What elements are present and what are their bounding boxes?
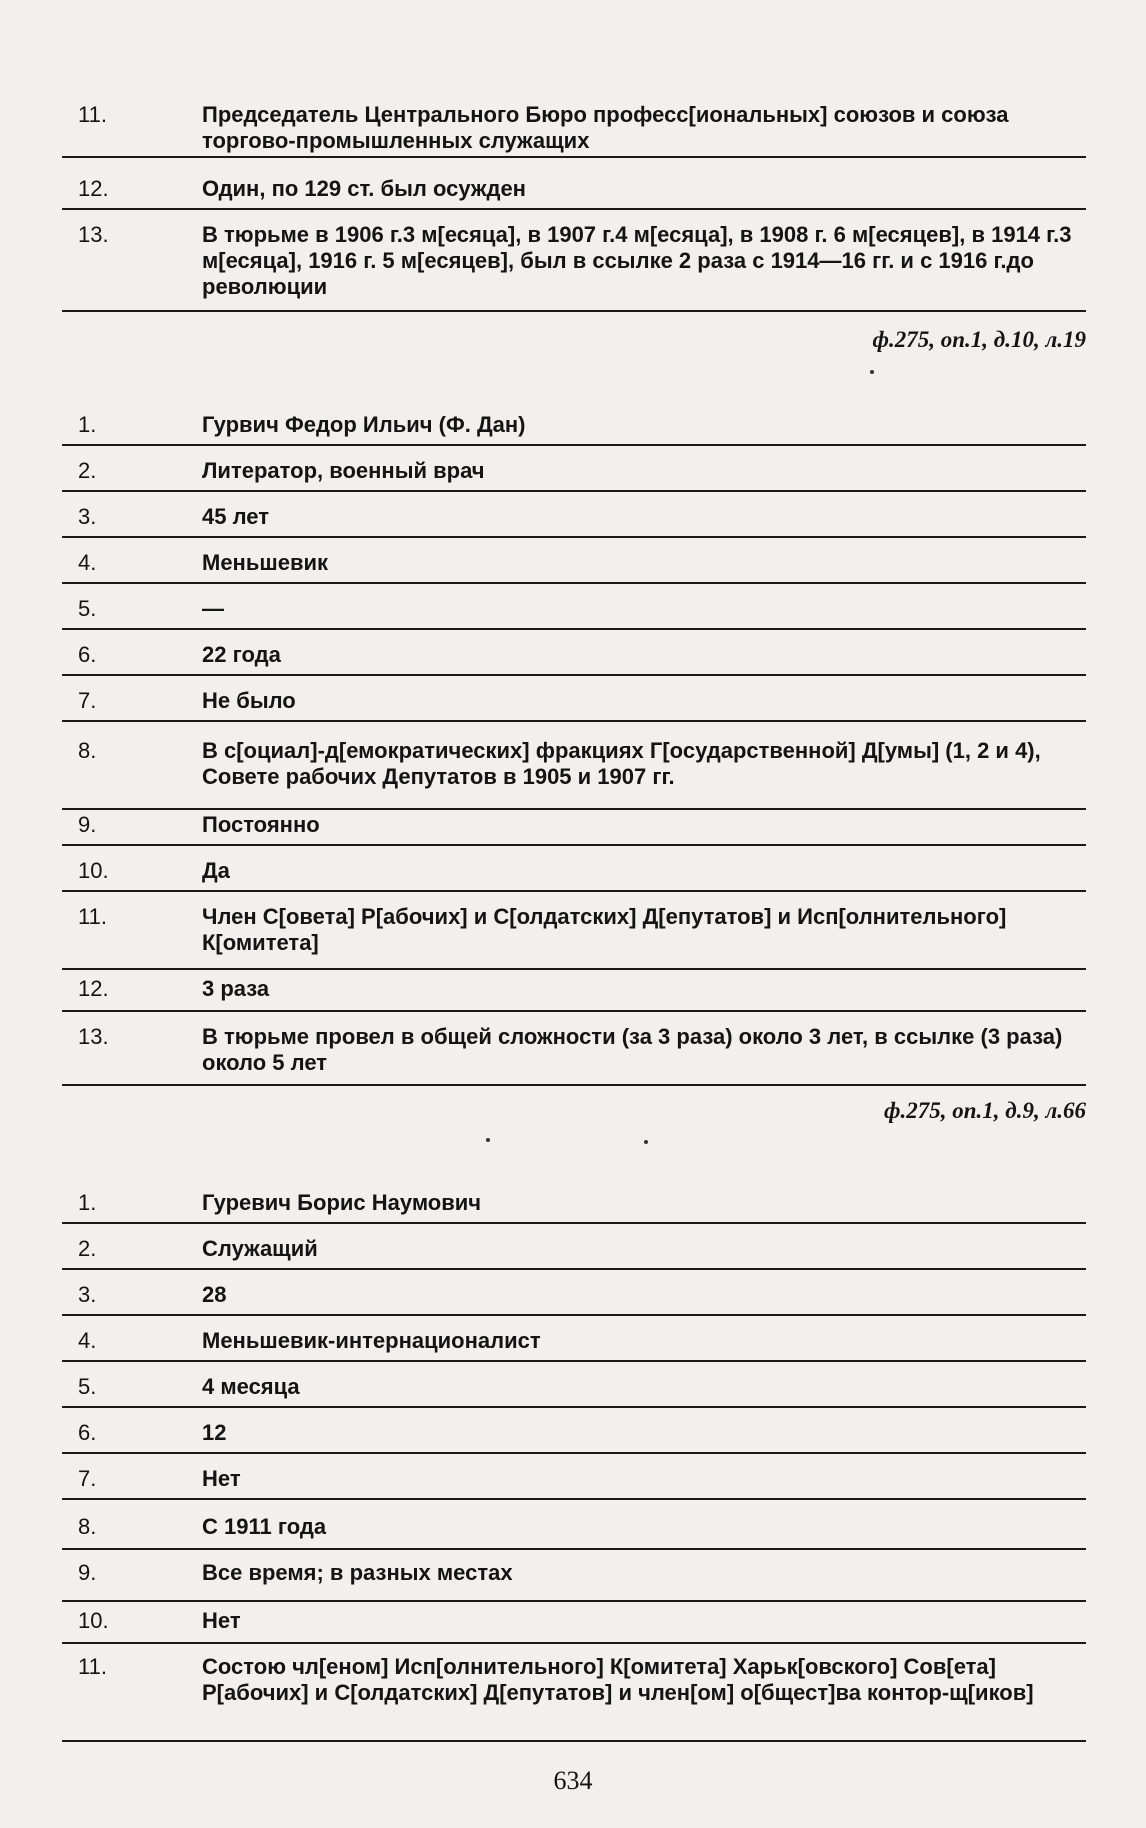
table-row — [62, 1236, 1086, 1270]
row-number: 1. — [78, 412, 97, 437]
row-text: 28 — [202, 1282, 227, 1307]
row-number: 4. — [78, 550, 97, 575]
row-text: Нет — [202, 1466, 241, 1491]
table-row — [62, 1024, 1086, 1086]
row-text: Меньшевик-интернационалист — [202, 1328, 541, 1353]
table-row — [62, 550, 1086, 584]
row-number: 7. — [78, 688, 97, 713]
row-number: 2. — [78, 1236, 97, 1261]
row-number: 11. — [78, 1654, 107, 1679]
row-text: Не было — [202, 688, 296, 713]
table-row — [62, 976, 1086, 1012]
row-text: В тюрьме в 1906 г.3 м[есяца], в 1907 г.4 м[есяца], в 1908 г. 6 м[есяцев], в 1914 г.3 м[есяца], 1916 г. 5 м[есяцев], был в ссылке 2 раза с 1914—16 гг. и с 1916 г.до революции — [202, 222, 1072, 299]
table-row — [62, 102, 1086, 158]
row-number: 5. — [78, 1374, 97, 1399]
row-number: 10. — [78, 858, 109, 883]
row-number: 1. — [78, 1190, 97, 1215]
table-row — [62, 1190, 1086, 1224]
table-row — [62, 642, 1086, 676]
row-text: 45 лет — [202, 504, 269, 529]
table-row — [62, 504, 1086, 538]
table-row — [62, 1328, 1086, 1362]
table-row — [62, 1608, 1086, 1644]
row-number: 7. — [78, 1466, 97, 1491]
row-number: 12. — [78, 976, 109, 1001]
archive-citation: ф.275, оп.1, д.9, л.66 — [884, 1098, 1086, 1123]
row-number: 9. — [78, 1560, 97, 1585]
row-number: 10. — [78, 1608, 109, 1633]
table-row — [62, 1560, 1086, 1602]
row-text: Меньшевик — [202, 550, 329, 575]
row-text: Член С[овета] Р[абочих] и С[олдатских] Д[епутатов] и Исп[олнительного] К[омитета] — [202, 904, 1007, 955]
table-row — [62, 596, 1086, 630]
row-number: 8. — [78, 738, 97, 763]
table-row — [62, 1466, 1086, 1500]
row-text: Да — [202, 858, 230, 883]
row-text: В с[оциал]-д[емократических] фракциях Г[осударственной] Д[умы] (1, 2 и 4), Совете рабочих Депутатов в 1905 и 1907 гг. — [202, 738, 1041, 789]
row-text: Гурвич Федор Ильич (Ф. Дан) — [202, 412, 526, 437]
table-row — [62, 738, 1086, 810]
table-row — [62, 1374, 1086, 1408]
table-row — [62, 812, 1086, 846]
table-row — [62, 176, 1086, 210]
row-number: 5. — [78, 596, 97, 621]
row-number: 2. — [78, 458, 97, 483]
table-row — [62, 688, 1086, 722]
row-text: 22 года — [202, 642, 281, 667]
row-text: 3 раза — [202, 976, 270, 1001]
table-row — [62, 458, 1086, 492]
row-number: 3. — [78, 1282, 97, 1307]
row-text: 12 — [202, 1420, 227, 1445]
table-row — [62, 1420, 1086, 1454]
table-row — [62, 858, 1086, 892]
row-number: 8. — [78, 1514, 97, 1539]
row-text: Гуревич Борис Наумович — [202, 1190, 482, 1215]
table-row — [62, 412, 1086, 446]
row-number: 13. — [78, 222, 109, 247]
row-number: 9. — [78, 812, 97, 837]
row-text: Постоянно — [202, 812, 320, 837]
row-text: Литератор, военный врач — [202, 458, 485, 483]
row-text: 4 месяца — [202, 1374, 300, 1399]
row-text: Нет — [202, 1608, 241, 1633]
row-number: 3. — [78, 504, 97, 529]
row-text: С 1911 года — [202, 1514, 327, 1539]
row-number: 11. — [78, 102, 107, 127]
table-row — [62, 222, 1086, 312]
row-text: В тюрьме провел в общей сложности (за 3 раза) около 3 лет, в ссылке (3 раза) около 5 лет — [202, 1024, 1063, 1075]
page-number: 634 — [553, 1766, 593, 1795]
dot-mark — [870, 370, 874, 374]
row-text: Один, по 129 ст. был осужден — [202, 176, 526, 201]
row-number: 11. — [78, 904, 107, 929]
archive-citation: ф.275, оп.1, д.10, л.19 — [872, 327, 1086, 352]
row-number: 4. — [78, 1328, 97, 1353]
table-row — [62, 1282, 1086, 1316]
table-row — [62, 1654, 1086, 1742]
dot-mark — [486, 1138, 490, 1142]
row-number: 6. — [78, 1420, 97, 1445]
table-row — [62, 904, 1086, 970]
row-text: Председатель Центрального Бюро професс[иональных] союзов и союза торгово-промышленных служащих — [202, 102, 1009, 153]
row-number: 13. — [78, 1024, 109, 1049]
dot-mark — [644, 1140, 648, 1144]
row-text: Все время; в разных местах — [202, 1560, 513, 1585]
row-number: 12. — [78, 176, 109, 201]
row-text: Служащий — [202, 1236, 318, 1261]
row-text: Состою чл[еном] Исп[олнительного] К[омитета] Харьк[овского] Сов[ета] Р[абочих] и С[олдатских] Д[епутатов] и член[ом] о[бщест]ва контор-щ[иков] — [202, 1654, 1034, 1705]
table-row — [62, 1514, 1086, 1550]
row-text: — — [202, 596, 224, 621]
row-number: 6. — [78, 642, 97, 667]
